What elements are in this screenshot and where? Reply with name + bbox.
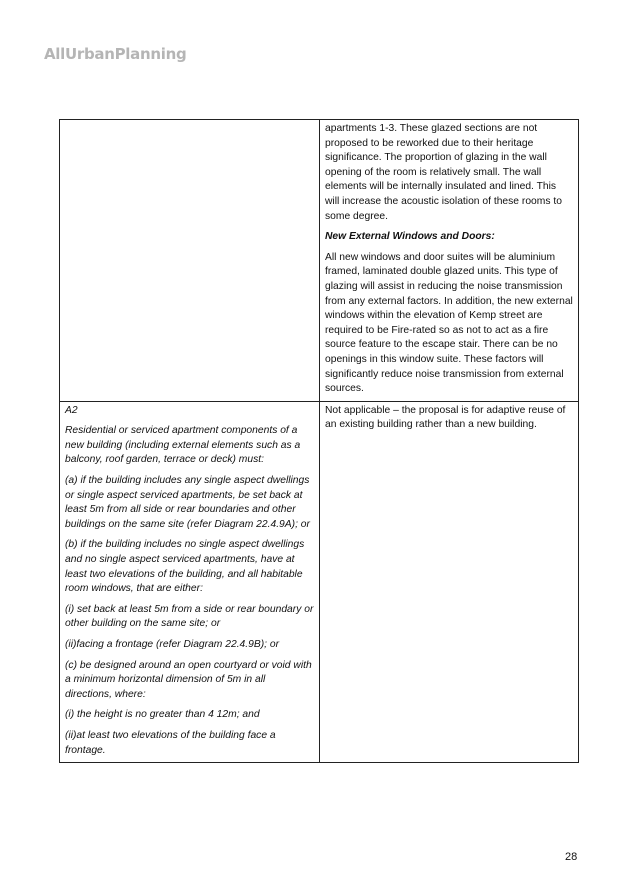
requirement-paragraph: (i) the height is no greater than 4 12m; and: [65, 709, 260, 721]
requirement-paragraph: (ii)facing a frontage (refer Diagram 22.4.9B); or: [65, 639, 280, 650]
table-cell-response: [320, 401, 579, 762]
requirement-paragraph: (ii)at least two elevations of the building face a frontage.: [65, 729, 276, 756]
assessment-table: [59, 119, 579, 763]
requirement-paragraph: (b) if the building includes no single aspect dwellings and no single aspect serviced apartments, have at least two elevations of the building, and all habitable room windows, that are either:: [65, 539, 305, 595]
response-paragraph: apartments 1-3. These glazed sections are not proposed to be reworked due to their heritage significance. The proportion of glazing in the wall opening of the room is relatively small. The wall elements will be internally insulated and lined. This will increase the acoustic isolation of these rooms to some degree.: [325, 123, 562, 222]
response-paragraph: All new windows and door suites will be aluminium framed, laminated double glazed units. This type of glazing will assist in reducing the noise transmission from any external factors. In addition, the new external windows within the elevation of Kemp street are required to be Fire-rated so as not to act as a fire source feature to the escape stair. There can be no openings in this window suite. These factors will significantly reduce noise transmission from external sources.: [325, 251, 573, 395]
table-row: [60, 401, 579, 762]
requirement-code: A2: [65, 404, 78, 416]
table-cell-requirement: [60, 401, 320, 762]
table-row: [60, 120, 579, 402]
table-cell-requirement: [60, 120, 320, 402]
requirement-paragraph: (i) set back at least 5m from a side or rear boundary or other building on the same site; or: [65, 603, 314, 630]
requirement-paragraph: (a) if the building includes any single aspect dwellings or single aspect serviced apartments, be set back at least 5m from all side or rear boundaries and other buildings on the same site (refer Diagram 22.4.9A); or: [65, 475, 310, 530]
requirement-paragraph: (c) be designed around an open courtyard or void with a minimum horizontal dimension of 5m in all directions, where:: [65, 659, 312, 700]
table-cell-response: [320, 120, 579, 402]
response-paragraph: Not applicable – the proposal is for adaptive reuse of an existing building rather than a new building.: [325, 404, 566, 431]
page-number: 28: [565, 851, 578, 863]
brand-logo: AllUrbanPlanning: [44, 45, 187, 63]
requirement-paragraph: Residential or serviced apartment components of a new building (including external elements such as a balcony, roof garden, terrace or deck) must:: [65, 425, 301, 466]
section-heading: New External Windows and Doors:: [325, 231, 495, 243]
